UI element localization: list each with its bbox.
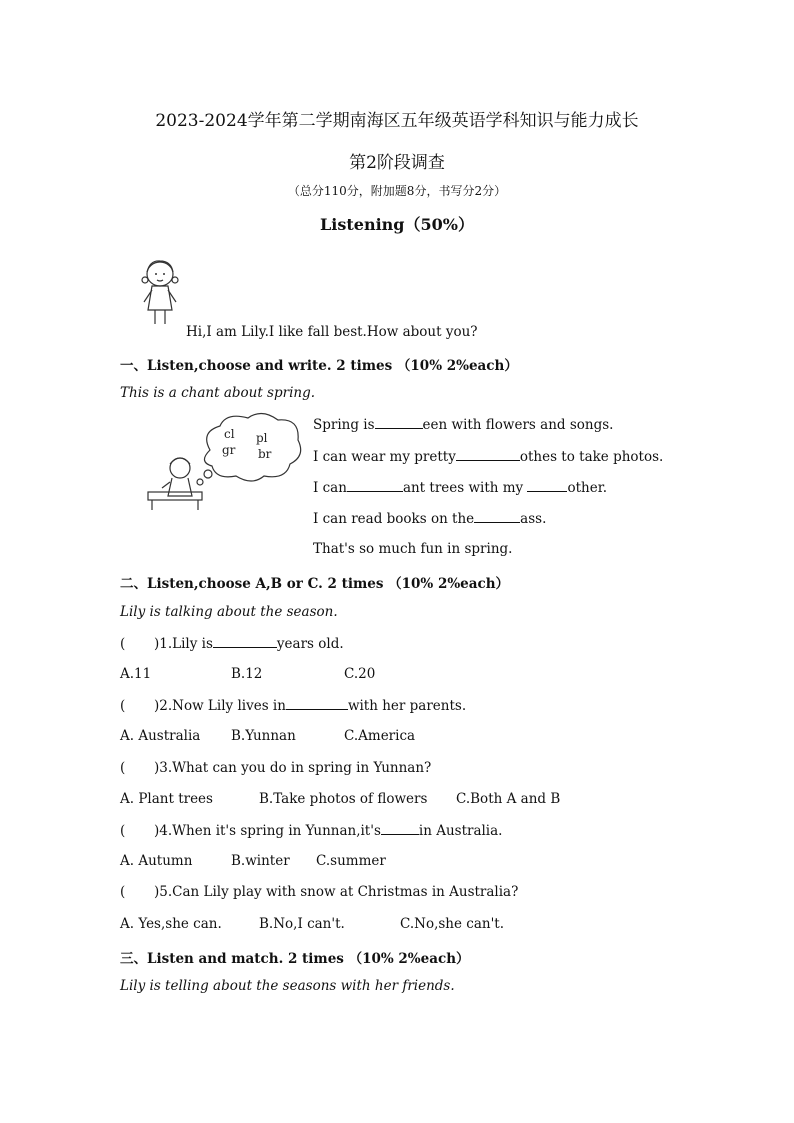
q1-option-a: A.11 — [120, 666, 152, 682]
q1-option-c: C.20 — [344, 666, 376, 682]
lily-girl-illustration — [136, 258, 186, 330]
page-subtitle: 第2阶段调查 — [349, 153, 445, 173]
q1-option-b: B.12 — [231, 666, 263, 682]
score-note: （总分110分，附加题8分，书写分2分） — [287, 184, 507, 198]
chant-line-3: I can ant trees with my other. — [313, 480, 607, 496]
thinking-boy-illustration — [140, 410, 305, 522]
question-5: ( )5.Can Lily play with snow at Christmas in Australia? — [120, 884, 519, 900]
section1-heading: 一、Listen,choose and write. 2 times （10% 2%each） — [120, 358, 518, 374]
question-2: ( )2.Now Lily lives in with her parents. — [120, 698, 467, 714]
q3-option-b: B.Take photos of flowers — [259, 791, 428, 807]
lily-speech: Hi,I am Lily.I like fall best.How about you? — [186, 324, 478, 340]
section1-description: This is a chant about spring. — [120, 385, 316, 401]
question-1: ( )1.Lily is years old. — [120, 636, 344, 652]
chant-line-5: That's so much fun in spring. — [313, 541, 513, 557]
question-3: ( )3.What can you do in spring in Yunnan? — [120, 760, 432, 776]
section2-heading: 二、Listen,choose A,B or C. 2 times （10% 2%each） — [120, 576, 510, 592]
q5-option-a: A. Yes,she can. — [120, 916, 222, 932]
q4-option-c: C.summer — [316, 853, 386, 869]
section3-heading: 三、Listen and match. 2 times （10% 2%each） — [120, 951, 470, 967]
bubble-br: br — [258, 447, 272, 461]
bubble-pl: pl — [256, 431, 268, 445]
bubble-cl: cl — [224, 427, 235, 441]
section2-description: Lily is talking about the season. — [120, 604, 338, 620]
listening-heading: Listening（50%） — [320, 215, 474, 234]
q3-option-c: C.Both A and B — [456, 791, 561, 807]
chant-line-4: I can read books on the ass. — [313, 511, 547, 527]
chant-line-2: I can wear my pretty othes to take photos. — [313, 449, 664, 465]
q4-option-a: A. Autumn — [120, 853, 193, 869]
q4-option-b: B.winter — [231, 853, 290, 869]
chant-line-1: Spring is een with flowers and songs. — [313, 417, 614, 433]
question-4: ( )4.When it's spring in Yunnan,it's in Australia. — [120, 823, 503, 839]
section3-description: Lily is telling about the seasons with her friends. — [120, 978, 455, 994]
q3-option-a: A. Plant trees — [120, 791, 213, 807]
q2-option-b: B.Yunnan — [231, 728, 296, 744]
bubble-gr: gr — [222, 443, 236, 457]
q2-option-a: A. Australia — [120, 728, 201, 744]
q2-option-c: C.America — [344, 728, 416, 744]
page-title: 2023-2024学年第二学期南海区五年级英语学科知识与能力成长 — [155, 111, 639, 131]
q5-option-b: B.No,I can't. — [259, 916, 345, 932]
q5-option-c: C.No,she can't. — [400, 916, 505, 932]
